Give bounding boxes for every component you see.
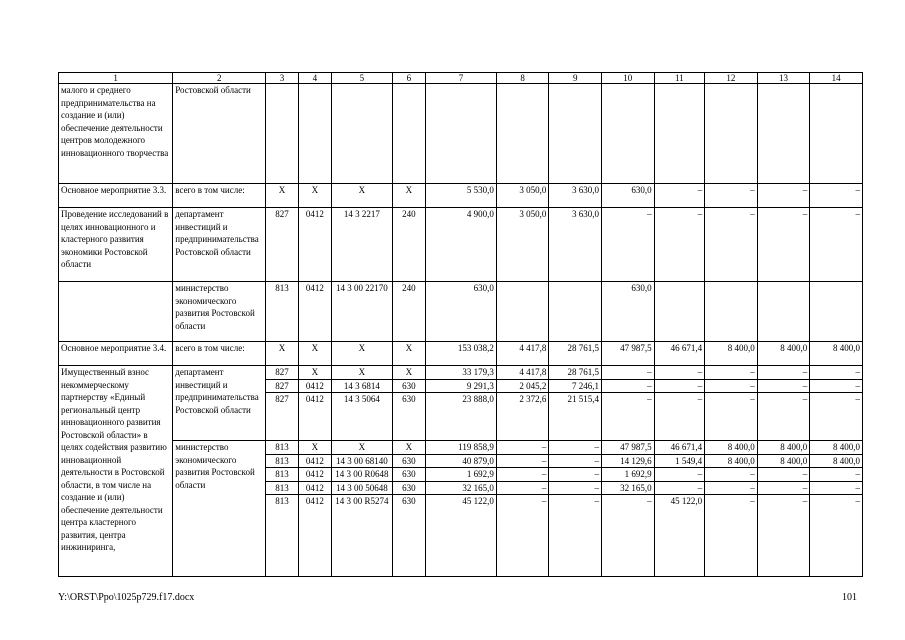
table-cell: 8 400,0 xyxy=(810,342,863,366)
table-cell: 630,0 xyxy=(426,282,497,342)
table-cell: всего в том числе: xyxy=(173,342,266,366)
table-cell: 0412 xyxy=(298,495,331,577)
table-cell: – xyxy=(601,366,654,380)
table-cell: Имущественный взнос некоммерческому партнерству «Единый региональный центр инновационного развития Ростовской области» в целях содействия развитию инновационной деятельности в Ростовской области, в том числе на создание и (или) обеспечение деятельности центра кластерного развития, центра инжиниринга, xyxy=(59,366,173,577)
table-cell: 8 400,0 xyxy=(757,454,810,468)
table-cell: 1 692,9 xyxy=(426,468,497,482)
table-cell: 153 038,2 xyxy=(426,342,497,366)
table-cell: 40 879,0 xyxy=(426,454,497,468)
table-cell: 1 692,9 xyxy=(601,468,654,482)
table-cell: 630 xyxy=(392,481,425,495)
table-cell: X xyxy=(392,441,425,455)
table-cell xyxy=(705,282,758,342)
page-number: 101 xyxy=(842,592,857,603)
table-cell: – xyxy=(705,481,758,495)
table-cell: – xyxy=(810,184,863,208)
table-cell: 14 3 00 R5274 xyxy=(332,495,393,577)
table-cell: 630,0 xyxy=(601,184,654,208)
table-cell xyxy=(392,84,425,184)
table-cell: 0412 xyxy=(298,208,331,282)
table-cell: 8 400,0 xyxy=(705,454,758,468)
table-cell: – xyxy=(654,379,705,393)
table-cell: 813 xyxy=(266,441,298,455)
table-cell: 1 549,4 xyxy=(654,454,705,468)
table-cell: 4 417,8 xyxy=(496,366,549,380)
table-row xyxy=(59,366,863,380)
table-cell: 3 630,0 xyxy=(549,184,602,208)
table-cell: – xyxy=(705,184,758,208)
column-header: 4 xyxy=(298,73,331,84)
table-cell: 813 xyxy=(266,282,298,342)
table-cell xyxy=(298,84,331,184)
table-cell: – xyxy=(810,495,863,577)
table-cell: – xyxy=(757,184,810,208)
budget-table xyxy=(58,72,863,577)
column-header: 8 xyxy=(496,73,549,84)
column-header: 9 xyxy=(549,73,602,84)
table-cell: 630 xyxy=(392,468,425,482)
table-cell xyxy=(496,84,549,184)
table-cell: – xyxy=(549,495,602,577)
table-cell: – xyxy=(757,366,810,380)
table-cell xyxy=(757,282,810,342)
table-cell: – xyxy=(757,481,810,495)
table-cell: 630,0 xyxy=(601,282,654,342)
table-cell: X xyxy=(298,441,331,455)
table-cell: – xyxy=(810,208,863,282)
table-cell: 32 165,0 xyxy=(426,481,497,495)
table-cell: 8 400,0 xyxy=(705,441,758,455)
table-cell: 14 3 00 68140 xyxy=(332,454,393,468)
table-cell: 240 xyxy=(392,208,425,282)
table-row xyxy=(59,208,863,282)
table-cell: X xyxy=(266,342,298,366)
table-cell: 827 xyxy=(266,393,298,441)
table-cell: 3 630,0 xyxy=(549,208,602,282)
table-cell: 28 761,5 xyxy=(549,342,602,366)
table-cell: – xyxy=(654,184,705,208)
table-cell: 2 372,6 xyxy=(496,393,549,441)
table-cell: 8 400,0 xyxy=(810,454,863,468)
table-cell: 47 987,5 xyxy=(601,441,654,455)
column-header: 12 xyxy=(705,73,758,84)
table-row xyxy=(59,441,863,455)
table-cell: – xyxy=(601,379,654,393)
table-cell: – xyxy=(810,366,863,380)
table-cell: 0412 xyxy=(298,393,331,441)
table-cell: X xyxy=(392,184,425,208)
table-cell: – xyxy=(601,208,654,282)
table-cell: 827 xyxy=(266,379,298,393)
table-cell: 3 050,0 xyxy=(496,184,549,208)
table-cell: 46 671,4 xyxy=(654,441,705,455)
table-cell: – xyxy=(705,393,758,441)
table-cell: – xyxy=(757,208,810,282)
table-cell: Основное мероприятие 3.4. xyxy=(59,342,173,366)
column-header: 13 xyxy=(757,73,810,84)
column-header: 14 xyxy=(810,73,863,84)
table-cell xyxy=(426,84,497,184)
table-cell: – xyxy=(757,468,810,482)
table-cell: X xyxy=(298,184,331,208)
table-cell xyxy=(705,84,758,184)
table-cell: 45 122,0 xyxy=(654,495,705,577)
table-cell: 5 530,0 xyxy=(426,184,497,208)
table-cell xyxy=(601,84,654,184)
table-cell: – xyxy=(601,495,654,577)
table-cell: 813 xyxy=(266,454,298,468)
table-cell xyxy=(496,282,549,342)
table-cell: малого и среднего предпринимательства на создание и (или) обеспечение деятельности центров молодежного инновационного творчества xyxy=(59,84,173,184)
table-cell: департамент инвестиций и предпринимательства Ростовской области xyxy=(173,366,266,441)
table-cell: – xyxy=(496,468,549,482)
table-row xyxy=(59,184,863,208)
table-cell: 45 122,0 xyxy=(426,495,497,577)
table-cell: – xyxy=(549,468,602,482)
table-cell: 0412 xyxy=(298,282,331,342)
table-cell: X xyxy=(332,342,393,366)
table-cell: – xyxy=(496,441,549,455)
table-cell: – xyxy=(496,481,549,495)
table-cell xyxy=(654,84,705,184)
table-cell: 21 515,4 xyxy=(549,393,602,441)
table-cell: – xyxy=(496,495,549,577)
table-cell: 2 045,2 xyxy=(496,379,549,393)
table-cell: X xyxy=(298,366,331,380)
table-cell: Проведение исследований в целях инновационного и кластерного развития экономики Ростовской области xyxy=(59,208,173,282)
column-header: 3 xyxy=(266,73,298,84)
table-cell: 240 xyxy=(392,282,425,342)
table-cell: 4 417,8 xyxy=(496,342,549,366)
table-cell: министерство экономического развития Ростовской области xyxy=(173,441,266,577)
table-cell: – xyxy=(549,441,602,455)
table-cell xyxy=(654,282,705,342)
table-row xyxy=(59,342,863,366)
header-row xyxy=(59,73,863,84)
table-cell: 14 3 2217 xyxy=(332,208,393,282)
table-cell: – xyxy=(654,208,705,282)
table-cell xyxy=(810,282,863,342)
table-cell: – xyxy=(654,393,705,441)
table-cell xyxy=(332,84,393,184)
table-cell xyxy=(59,282,173,342)
table-cell: 14 3 6814 xyxy=(332,379,393,393)
table-cell: – xyxy=(705,366,758,380)
file-path: Y:\ORST\Ppo\1025p729.f17.docx xyxy=(58,592,195,603)
table-cell: 14 3 00 22170 xyxy=(332,282,393,342)
table-cell: – xyxy=(654,366,705,380)
table-cell: всего в том числе: xyxy=(173,184,266,208)
table-cell: – xyxy=(705,379,758,393)
table-cell: – xyxy=(705,468,758,482)
column-header: 2 xyxy=(173,73,266,84)
table-cell: 8 400,0 xyxy=(705,342,758,366)
table-cell: – xyxy=(549,454,602,468)
table-cell: 813 xyxy=(266,495,298,577)
table-cell: 630 xyxy=(392,454,425,468)
table-cell: 33 179,3 xyxy=(426,366,497,380)
table-cell: – xyxy=(810,379,863,393)
column-header: 5 xyxy=(332,73,393,84)
table-cell: 7 246,1 xyxy=(549,379,602,393)
table-cell: – xyxy=(705,208,758,282)
table-cell: 8 400,0 xyxy=(810,441,863,455)
table-cell: Ростовской области xyxy=(173,84,266,184)
table-cell: X xyxy=(298,342,331,366)
table-cell: – xyxy=(810,468,863,482)
table-cell: 813 xyxy=(266,468,298,482)
column-header: 7 xyxy=(426,73,497,84)
table-cell: – xyxy=(601,393,654,441)
table-cell: 28 761,5 xyxy=(549,366,602,380)
table-cell xyxy=(549,84,602,184)
table-cell: – xyxy=(810,481,863,495)
table-cell xyxy=(757,84,810,184)
table-cell: X xyxy=(392,366,425,380)
table-cell: 0412 xyxy=(298,379,331,393)
table-cell: 47 987,5 xyxy=(601,342,654,366)
table-cell: X xyxy=(332,366,393,380)
table-cell: 630 xyxy=(392,393,425,441)
table-cell: 813 xyxy=(266,481,298,495)
table-cell: X xyxy=(332,184,393,208)
table-cell: 46 671,4 xyxy=(654,342,705,366)
table-cell: – xyxy=(549,481,602,495)
table-cell: X xyxy=(332,441,393,455)
table-cell: 32 165,0 xyxy=(601,481,654,495)
table-cell: – xyxy=(757,495,810,577)
table-cell: 8 400,0 xyxy=(757,441,810,455)
table-cell: 0412 xyxy=(298,454,331,468)
table-cell xyxy=(549,282,602,342)
table-cell: – xyxy=(757,379,810,393)
table-cell: 827 xyxy=(266,366,298,380)
table-cell: 14 129,6 xyxy=(601,454,654,468)
table-cell: 4 900,0 xyxy=(426,208,497,282)
table-cell: 14 3 5064 xyxy=(332,393,393,441)
table-cell: – xyxy=(810,393,863,441)
table-cell: министерство экономического развития Ростовской области xyxy=(173,282,266,342)
table-cell: – xyxy=(705,495,758,577)
table-cell: X xyxy=(392,342,425,366)
column-header: 6 xyxy=(392,73,425,84)
table-cell: 23 888,0 xyxy=(426,393,497,441)
table-cell: 9 291,3 xyxy=(426,379,497,393)
table-cell: – xyxy=(757,393,810,441)
table-cell: 14 3 00 50648 xyxy=(332,481,393,495)
table-cell: 3 050,0 xyxy=(496,208,549,282)
table-cell: – xyxy=(496,454,549,468)
table-cell: 14 3 00 R0648 xyxy=(332,468,393,482)
table-cell: 630 xyxy=(392,495,425,577)
table-cell: 0412 xyxy=(298,468,331,482)
table-row xyxy=(59,282,863,342)
table-row xyxy=(59,84,863,184)
table-cell: X xyxy=(266,184,298,208)
table-cell xyxy=(266,84,298,184)
column-header: 1 xyxy=(59,73,173,84)
table-cell: 0412 xyxy=(298,481,331,495)
table-cell: 827 xyxy=(266,208,298,282)
table-cell: Основное мероприятие 3.3. xyxy=(59,184,173,208)
table-cell: 119 858,9 xyxy=(426,441,497,455)
table-cell: – xyxy=(654,468,705,482)
column-header: 11 xyxy=(654,73,705,84)
table-cell: департамент инвестиций и предпринимательства Ростовской области xyxy=(173,208,266,282)
table-cell: 8 400,0 xyxy=(757,342,810,366)
column-header: 10 xyxy=(601,73,654,84)
table-cell: 630 xyxy=(392,379,425,393)
table-cell xyxy=(810,84,863,184)
table-cell: – xyxy=(654,481,705,495)
